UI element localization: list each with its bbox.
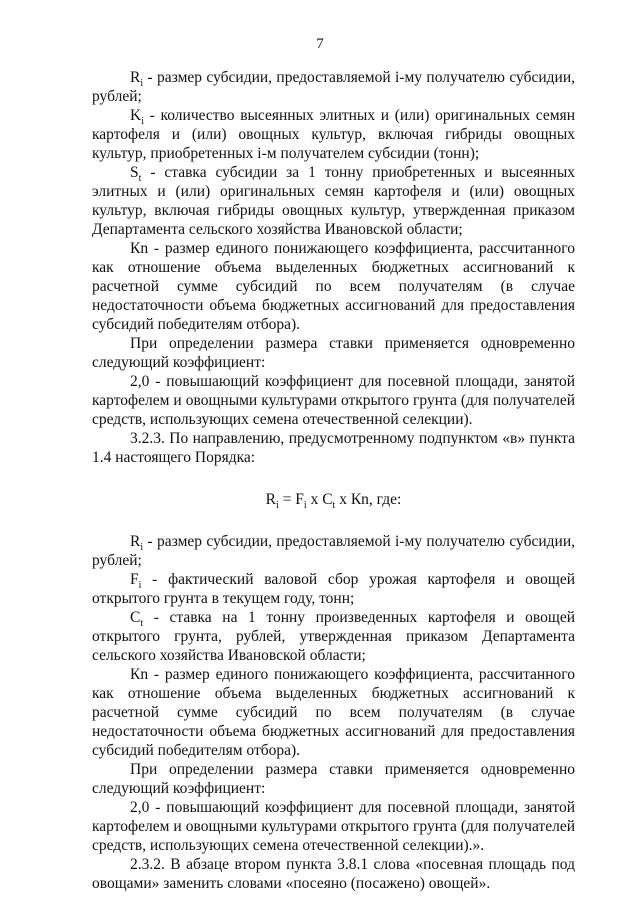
paragraph [92,68,575,106]
variable-subscript: t [138,173,142,185]
paragraph [92,239,575,334]
paragraph-text: - ставка на 1 тонну произведенных картофеля и овощей открытого грунта, рублей, утвержденная приказом Департамента сельского хозяйства Ивановской области; [92,609,575,664]
paragraph [92,570,575,608]
paragraph-text: - размер субсидии, предоставляемой i-му получателю субсидии, рублей; [92,533,575,569]
formula-f-sub: i [303,500,307,512]
formula-c: C [322,491,333,508]
variable-subscript: i [141,116,144,128]
paragraph [92,163,575,239]
paragraph-text: - количество высеянных элитных и (или) оригинальных семян картофеля и (или) овощных культур, включая гибриды овощных культур, приобретенных i-м получателем субсидии (тонн); [92,107,575,162]
paragraph-text: При определении размера ставки применяется одновременно следующий коэффициент: [92,761,575,797]
paragraph-text: 3.2.3. По направлению, предусмотренному подпунктом «в» пункта 1.4 настоящего Порядка: [92,430,575,466]
paragraph-text: Кn - размер единого понижающего коэффициента, рассчитанного как отношение объема выделенных бюджетных ассигнований к расчетной сумме субсидий по всем получателям (в случае недостаточности объема бюджетных ассигнований для предоставления субсидий победителям отбора). [92,666,575,759]
paragraph-text: 2,0 - повышающий коэффициент для посевной площади, занятой картофелем и овощными культурами открытого грунта (для получателей средств, использующих семена отечественной селекции). [92,373,575,428]
variable-symbol: K [130,107,142,124]
paragraph [92,334,575,372]
paragraph [92,855,575,893]
paragraph [92,429,575,467]
paragraph [92,106,575,163]
paragraph [92,798,575,855]
formula-f: F [295,491,304,508]
formula-r-sub: i [276,500,279,512]
paragraph [92,372,575,429]
variable-symbol: C [130,609,141,626]
formula-x1: х [306,491,323,508]
paragraph [92,532,575,570]
paragraph [92,608,575,665]
paragraph-text: - ставка субсидии за 1 тонну приобретенных и высеянных элитных и (или) оригинальных семян картофеля и (или) овощных культур, включая гибриды овощных культур, утвержденная приказом Департамента сельского хозяйства Ивановской области; [92,164,575,238]
paragraph [92,760,575,798]
paragraph-text: 2.3.2. В абзаце втором пункта 3.8.1 слова «посевная площадь под овощами» заменить словами «посеяно (посажено) овощей». [92,856,575,892]
paragraph-text: 2,0 - повышающий коэффициент для посевной площади, занятой картофелем и овощными культурами открытого грунта (для получателей средств, использующих семена отечественной селекции).». [92,799,575,854]
paragraph-text: - фактический валовой сбор урожая картофеля и овощей открытого грунта в текущем году, тонн; [92,571,575,607]
paragraph-text: - размер субсидии, предоставляемой i-му получателю субсидии, рублей; [92,69,575,105]
paragraph-group-a [92,68,575,467]
variable-symbol: R [130,69,141,86]
variable-subscript: t [140,618,144,630]
variable-subscript: i [138,580,142,592]
variable-symbol: R [130,533,141,550]
variable-symbol: F [130,571,139,588]
formula-line [92,490,575,512]
variable-symbol: S [130,164,139,181]
formula-k: Кn, где: [350,491,402,508]
formula-c-sub: t [332,500,336,512]
variable-subscript: i [140,78,144,90]
formula-x2: х [335,491,351,508]
document-body [92,68,575,893]
paragraph-text: Кn - размер единого понижающего коэффициента, рассчитанного как отношение объема выделенных бюджетных ассигнований к расчетной сумме субсидий по всем получателям (в случае недостаточности объема бюджетных ассигнований для предоставления субсидий победителям отбора). [92,240,575,333]
paragraph-group-b [92,532,575,893]
paragraph-text: При определении размера ставки применяется одновременно следующий коэффициент: [92,335,575,371]
page-number: 7 [316,36,324,52]
paragraph [92,665,575,760]
formula-eq: = [278,491,296,508]
variable-subscript: i [140,542,144,554]
formula-r: R [265,491,277,508]
